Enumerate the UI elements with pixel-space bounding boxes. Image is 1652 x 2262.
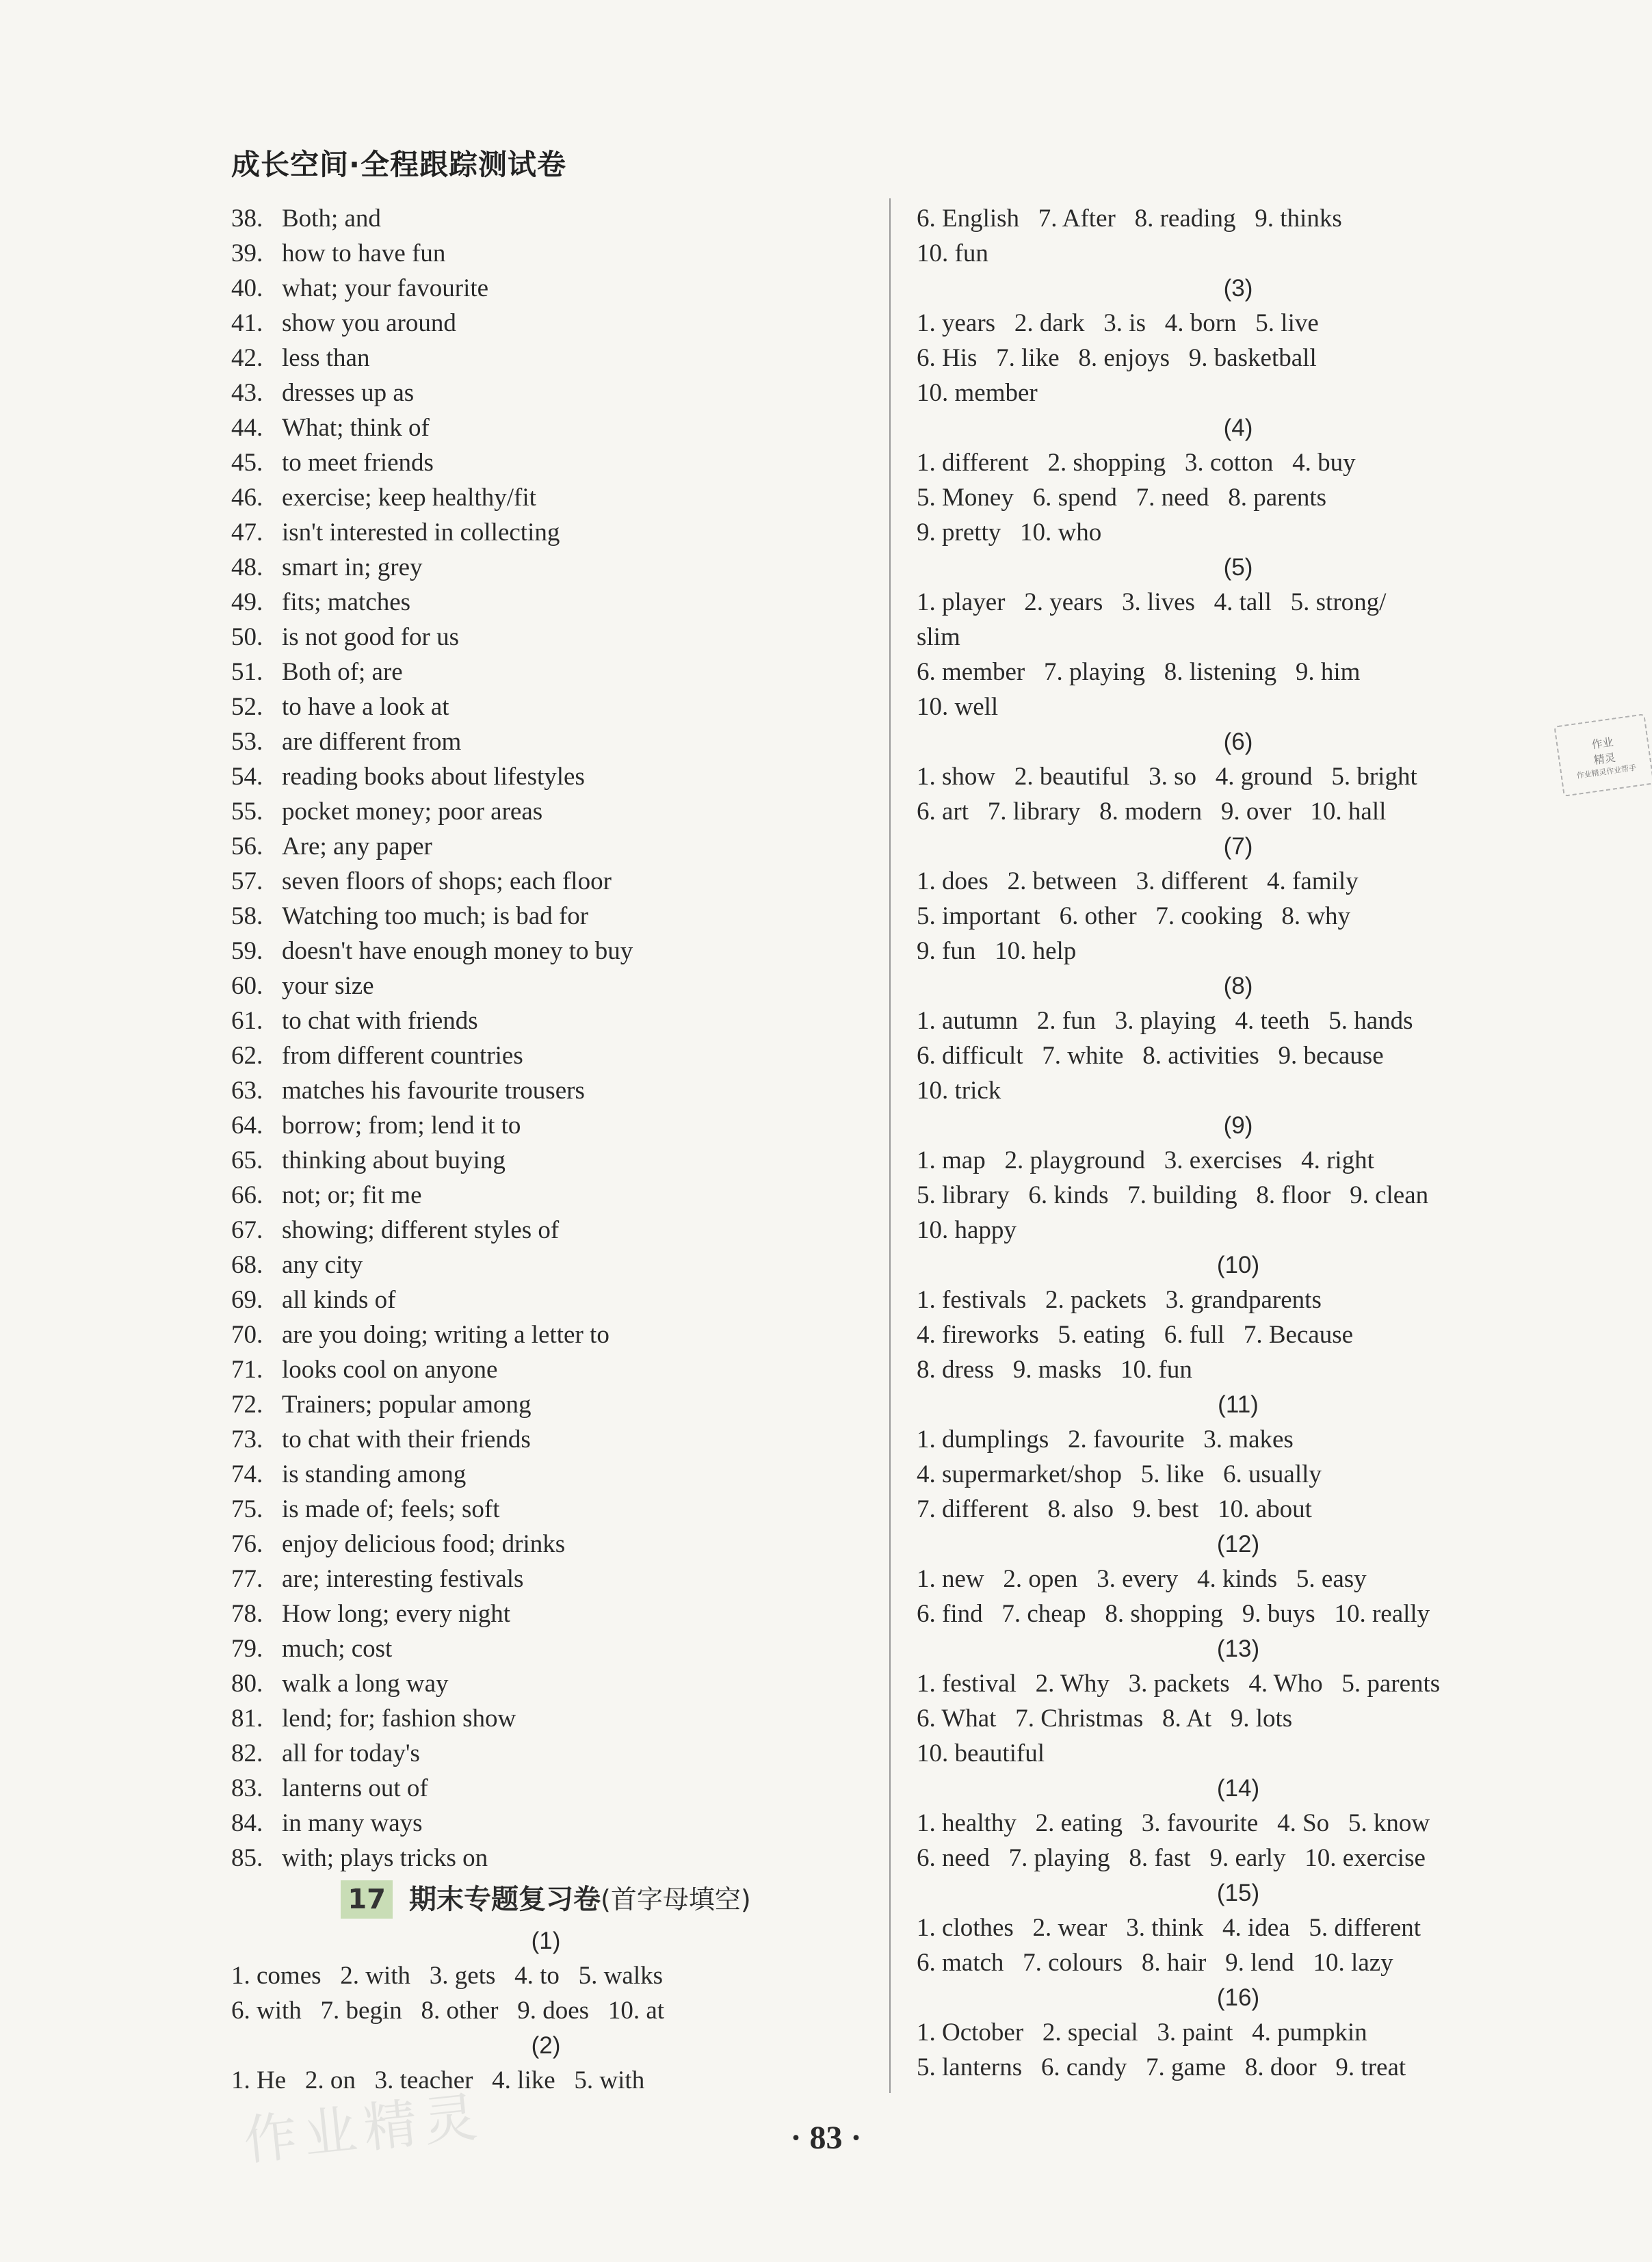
answer-line: 1. festivals 2. packets 3. grandparents — [917, 1286, 1322, 1314]
answer-item — [231, 969, 861, 1003]
answer-item-number: 40. — [231, 274, 263, 302]
section-number-label: (3) — [1223, 275, 1253, 302]
answer-item-text: borrow; from; lend it to — [282, 1112, 521, 1140]
answer-item-text: fits; matches — [282, 588, 411, 616]
answer-item-text: Are; any paper — [282, 832, 432, 860]
answer-item — [231, 1492, 861, 1527]
answer-line: 6. art 7. library 8. modern 9. over 10. hall — [917, 798, 1387, 826]
section-number-label: (6) — [1223, 728, 1253, 755]
page-number: · 83 · — [790, 2120, 862, 2156]
answer-item-number: 53. — [231, 728, 263, 756]
answer-line: 1. dumplings 2. favourite 3. makes — [917, 1425, 1294, 1454]
answer-line: 1. map 2. playground 3. exercises 4. right — [917, 1146, 1374, 1174]
answer-line: 6. English 7. After 8. reading 9. thinks — [917, 205, 1342, 233]
answer-item — [231, 864, 861, 899]
answer-item-number: 68. — [231, 1251, 263, 1279]
answer-item-text: isn't interested in collecting — [282, 518, 560, 547]
answer-item-number: 80. — [231, 1670, 263, 1698]
answer-item-number: 70. — [231, 1321, 263, 1349]
answer-line: 6. member 7. playing 8. listening 9. him — [917, 658, 1361, 686]
answer-item-text: matches his favourite trousers — [282, 1077, 585, 1105]
answer-item-number: 41. — [231, 309, 263, 337]
answer-line: slim — [917, 623, 960, 651]
answer-item-number: 73. — [231, 1425, 263, 1454]
answer-line: 5. Money 6. spend 7. need 8. parents — [917, 484, 1327, 512]
answer-item-number: 79. — [231, 1635, 263, 1663]
answer-item-text: your size — [282, 972, 374, 1000]
section-number-label: (11) — [1218, 1391, 1259, 1418]
answer-item — [231, 1248, 861, 1283]
section-number-label: (13) — [1216, 1635, 1260, 1662]
watermark: 作业精灵 — [240, 2086, 487, 2173]
answer-item-number: 84. — [231, 1809, 263, 1837]
answer-item — [231, 376, 861, 410]
answer-item-number: 50. — [231, 623, 263, 651]
section-number-label: (5) — [1223, 554, 1253, 581]
right-column — [917, 201, 1560, 2085]
answer-item-text: what; your favourite — [282, 274, 489, 302]
answer-item — [231, 1073, 861, 1108]
answer-item-text: all for today's — [282, 1739, 420, 1767]
answer-item-number: 71. — [231, 1356, 263, 1384]
section-number-label: (15) — [1216, 1880, 1260, 1906]
answer-item — [231, 1527, 861, 1562]
answer-item-number: 56. — [231, 832, 263, 860]
answer-line: 6. with 7. begin 8. other 9. does 10. at — [231, 1997, 665, 2025]
answer-line: 1. years 2. dark 3. is 4. born 5. live — [917, 309, 1319, 337]
answer-line: 1. autumn 2. fun 3. playing 4. teeth 5. hands — [917, 1007, 1413, 1035]
answer-item — [231, 271, 861, 306]
answer-line: 5. lanterns 6. candy 7. game 8. door 9. treat — [917, 2053, 1406, 2081]
answer-line: 7. different 8. also 9. best 10. about — [917, 1495, 1312, 1523]
answer-item-text: exercise; keep healthy/fit — [282, 484, 536, 512]
answer-line: 1. show 2. beautiful 3. so 4. ground 5. bright — [917, 763, 1417, 791]
answer-item — [231, 306, 861, 341]
answer-item-number: 62. — [231, 1042, 263, 1070]
answer-line: 6. difficult 7. white 8. activities 9. because — [917, 1042, 1384, 1070]
answer-line: 1. healthy 2. eating 3. favourite 4. So 5. know — [917, 1809, 1430, 1837]
answer-item — [231, 550, 861, 585]
chapter-subtitle: (首字母填空) — [601, 1884, 751, 1915]
answer-line: 1. clothes 2. wear 3. think 4. idea 5. different — [917, 1914, 1421, 1942]
answer-line: 5. library 6. kinds 7. building 8. floor 9. clean — [917, 1181, 1429, 1209]
answer-list-left — [231, 201, 861, 1876]
answer-item-text: to have a look at — [282, 693, 449, 721]
answer-item — [231, 1457, 861, 1492]
answer-item-number: 47. — [231, 518, 263, 547]
section-number-label: (1) — [531, 1928, 561, 1954]
answer-item-number: 52. — [231, 693, 263, 721]
answer-item-text: are you doing; writing a letter to — [282, 1321, 609, 1349]
answer-item-number: 39. — [231, 239, 263, 267]
answer-item — [231, 341, 861, 376]
answer-item-text: Watching too much; is bad for — [282, 902, 589, 930]
answer-line: 10. fun — [917, 239, 988, 267]
answer-line: 10. member — [917, 379, 1038, 407]
section-number-label: (9) — [1223, 1112, 1253, 1139]
answer-line: 1. comes 2. with 3. gets 4. to 5. walks — [231, 1962, 664, 1990]
answer-item — [231, 724, 861, 759]
homework-stamp-logo — [1553, 713, 1652, 797]
answer-item-text: Trainers; popular among — [282, 1391, 532, 1419]
stamp-line-2: 精灵 — [1592, 750, 1616, 767]
page-header-title: 成长空间·全程跟踪测试卷 — [231, 148, 566, 181]
answer-line: 8. dress 9. masks 10. fun — [917, 1356, 1192, 1384]
answer-line: 10. beautiful — [917, 1739, 1045, 1767]
answer-item-text: how to have fun — [282, 239, 446, 267]
answer-item-text: walk a long way — [282, 1670, 449, 1698]
answer-item-text: is made of; feels; soft — [282, 1495, 500, 1523]
answer-line: 1. different 2. shopping 3. cotton 4. buy — [917, 449, 1356, 477]
answer-item — [231, 1352, 861, 1387]
section-number-label: (7) — [1223, 833, 1253, 860]
answer-item-number: 78. — [231, 1600, 263, 1628]
left-column — [231, 201, 861, 2098]
answer-item-text: lend; for; fashion show — [282, 1705, 516, 1733]
answer-line: 9. fun 10. help — [917, 937, 1077, 965]
answer-item — [231, 410, 861, 445]
answer-section-left-tail — [231, 1923, 861, 2098]
answer-item — [231, 1631, 861, 1666]
answer-line: 5. important 6. other 7. cooking 8. why — [917, 902, 1351, 930]
answer-item-number: 51. — [231, 658, 263, 686]
answer-line: 1. festival 2. Why 3. packets 4. Who 5. parents — [917, 1670, 1441, 1698]
answer-line: 4. supermarket/shop 5. like 6. usually — [917, 1460, 1322, 1488]
answer-item-number: 85. — [231, 1844, 263, 1872]
answer-item-number: 45. — [231, 449, 263, 477]
answer-line: 1. October 2. special 3. paint 4. pumpkin — [917, 2018, 1367, 2047]
answer-item — [231, 829, 861, 864]
answer-item — [231, 201, 861, 236]
section-number-label: (4) — [1223, 415, 1253, 441]
answer-item-text: thinking about buying — [282, 1146, 506, 1174]
answer-item-text: smart in; grey — [282, 553, 423, 581]
answer-item-text: are different from — [282, 728, 462, 756]
answer-item — [231, 899, 861, 934]
section-number-label: (10) — [1216, 1252, 1260, 1278]
answer-item — [231, 1596, 861, 1631]
answer-item-text: to chat with their friends — [282, 1425, 531, 1454]
answer-item — [231, 655, 861, 689]
answer-line: 6. His 7. like 8. enjoys 9. basketball — [917, 344, 1317, 372]
answer-line: 9. pretty 10. who — [917, 518, 1102, 547]
answer-item — [231, 1003, 861, 1038]
answer-item-number: 43. — [231, 379, 263, 407]
answer-item-number: 59. — [231, 937, 263, 965]
answer-item-text: in many ways — [282, 1809, 423, 1837]
answer-item-number: 76. — [231, 1530, 263, 1558]
answer-item-text: all kinds of — [282, 1286, 396, 1314]
answer-item-text: Both of; are — [282, 658, 403, 686]
answer-line: 1. new 2. open 3. every 4. kinds 5. easy — [917, 1565, 1367, 1593]
answer-item-number: 46. — [231, 484, 263, 512]
answer-item-number: 38. — [231, 205, 263, 233]
answer-item — [231, 1562, 861, 1596]
answer-item — [231, 1108, 861, 1143]
answer-item-text: is standing among — [282, 1460, 467, 1488]
answer-item-text: much; cost — [282, 1635, 393, 1663]
answer-item-text: show you around — [282, 309, 456, 337]
answer-item-text: is not good for us — [282, 623, 459, 651]
answer-item — [231, 1178, 861, 1213]
answer-item-number: 81. — [231, 1705, 263, 1733]
answer-item-number: 66. — [231, 1181, 263, 1209]
answer-item — [231, 1038, 861, 1073]
section-number-label: (12) — [1216, 1531, 1260, 1557]
answer-item-number: 48. — [231, 553, 263, 581]
answer-item-text: Both; and — [282, 205, 381, 233]
answer-line: 1. player 2. years 3. lives 4. tall 5. strong/ — [917, 588, 1387, 616]
chapter-heading — [231, 1876, 861, 1923]
answer-item — [231, 1771, 861, 1806]
answer-line: 10. happy — [917, 1216, 1017, 1244]
answer-item-text: pocket money; poor areas — [282, 798, 543, 826]
answer-line: 1. does 2. between 3. different 4. family — [917, 867, 1359, 895]
section-number-label: (8) — [1223, 973, 1253, 999]
answer-item-number: 61. — [231, 1007, 263, 1035]
answer-item — [231, 1806, 861, 1841]
answer-line: 10. trick — [917, 1077, 1001, 1105]
stamp-line-1: 作业 — [1590, 735, 1614, 752]
answer-item-number: 57. — [231, 867, 263, 895]
answer-item-number: 44. — [231, 414, 263, 442]
answer-item — [231, 1701, 861, 1736]
answer-item-number: 49. — [231, 588, 263, 616]
answer-item-number: 74. — [231, 1460, 263, 1488]
answer-item — [231, 1422, 861, 1457]
answer-item-number: 82. — [231, 1739, 263, 1767]
chapter-title — [409, 1876, 751, 1923]
chapter-number-badge: 17 — [341, 1880, 393, 1919]
answer-item — [231, 1143, 861, 1178]
answer-item-number: 83. — [231, 1774, 263, 1802]
section-number-label: (2) — [531, 2032, 561, 2059]
answer-item-number: 54. — [231, 763, 263, 791]
answer-item-text: not; or; fit me — [282, 1181, 422, 1209]
answer-item-number: 77. — [231, 1565, 263, 1593]
answer-item-number: 42. — [231, 344, 263, 372]
answer-item-text: any city — [282, 1251, 363, 1279]
answer-item — [231, 1283, 861, 1317]
answer-item-number: 64. — [231, 1112, 263, 1140]
answer-item — [231, 1213, 861, 1248]
answer-line: 4. fireworks 5. eating 6. full 7. Because — [917, 1321, 1354, 1349]
answer-item-number: 72. — [231, 1391, 263, 1419]
answer-item — [231, 689, 861, 724]
answer-item — [231, 1841, 861, 1876]
answer-item-number: 67. — [231, 1216, 263, 1244]
answer-item-number: 75. — [231, 1495, 263, 1523]
column-divider — [889, 198, 891, 2093]
answer-item — [231, 759, 861, 794]
answer-item-text: dresses up as — [282, 379, 415, 407]
answer-line: 6. find 7. cheap 8. shopping 9. buys 10. really — [917, 1600, 1430, 1628]
answer-item-text: How long; every night — [282, 1600, 510, 1628]
stamp-line-3: 作业精灵作业帮手 — [1575, 763, 1637, 780]
answer-item-text: looks cool on anyone — [282, 1356, 498, 1384]
answer-item — [231, 445, 861, 480]
answer-item-number: 69. — [231, 1286, 263, 1314]
answer-item-text: enjoy delicious food; drinks — [282, 1530, 566, 1558]
answer-item — [231, 1387, 861, 1422]
answer-item-text: to chat with friends — [282, 1007, 478, 1035]
answer-item — [231, 236, 861, 271]
answer-item — [231, 794, 861, 829]
answer-item-number: 63. — [231, 1077, 263, 1105]
answer-line: 6. match 7. colours 8. hair 9. lend 10. lazy — [917, 1949, 1393, 1977]
answer-item-number: 60. — [231, 972, 263, 1000]
answer-line: 1. He 2. on 3. teacher 4. like 5. with — [231, 2066, 645, 2094]
answer-item — [231, 585, 861, 620]
answer-item-text: with; plays tricks on — [282, 1844, 488, 1872]
answer-item-text: showing; different styles of — [282, 1216, 560, 1244]
answer-item-text: seven floors of shops; each floor — [282, 867, 612, 895]
answer-list-right — [917, 201, 1560, 2085]
answer-line: 10. well — [917, 693, 999, 721]
answer-item-text: doesn't have enough money to buy — [282, 937, 633, 965]
answer-item — [231, 1666, 861, 1701]
answer-item-text: are; interesting festivals — [282, 1565, 524, 1593]
answer-item — [231, 480, 861, 515]
section-number-label: (16) — [1216, 1984, 1260, 2011]
answer-line: 6. need 7. playing 8. fast 9. early 10. exercise — [917, 1844, 1426, 1872]
chapter-title-text: 期末专题复习卷 — [409, 1884, 601, 1915]
answer-item — [231, 1317, 861, 1352]
answer-item — [231, 515, 861, 550]
answer-item-number: 55. — [231, 798, 263, 826]
answer-item — [231, 620, 861, 655]
answer-item — [231, 934, 861, 969]
answer-item-number: 65. — [231, 1146, 263, 1174]
answer-line: 6. What 7. Christmas 8. At 9. lots — [917, 1705, 1293, 1733]
answer-item-text: less than — [282, 344, 370, 372]
section-number-label: (14) — [1216, 1775, 1260, 1802]
answer-item-text: lanterns out of — [282, 1774, 428, 1802]
answer-item-text: What; think of — [282, 414, 430, 442]
answer-item-text: to meet friends — [282, 449, 434, 477]
answer-item — [231, 1736, 861, 1771]
answer-item-text: reading books about lifestyles — [282, 763, 585, 791]
answer-item-text: from different countries — [282, 1042, 523, 1070]
answer-item-number: 58. — [231, 902, 263, 930]
